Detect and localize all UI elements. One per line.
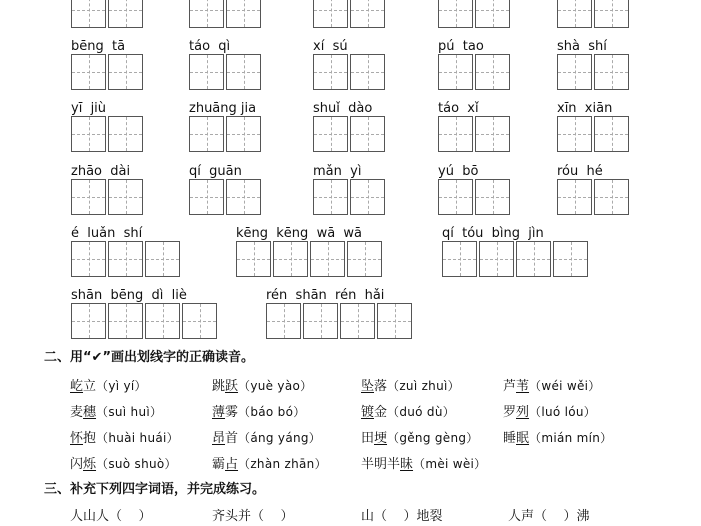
writing-box[interactable] (350, 0, 385, 28)
pinyin-label: táo xǐ (438, 101, 479, 116)
reading-options[interactable]: （zhàn zhān） (238, 457, 327, 471)
underlined-char: 昧 (400, 457, 414, 472)
plain-chars: 金 (374, 405, 388, 420)
writing-box[interactable] (553, 241, 588, 277)
word (70, 457, 96, 472)
reading-options[interactable]: （huài huái） (96, 431, 179, 445)
writing-box[interactable] (226, 179, 261, 215)
reading-options[interactable]: （yì yí） (96, 379, 147, 393)
writing-box[interactable] (71, 116, 106, 152)
word (212, 457, 238, 472)
reading-options[interactable]: （báo bó） (238, 405, 306, 419)
pronunciation-item (212, 453, 327, 472)
reading-options[interactable]: （gěng gèng） (387, 431, 479, 445)
writing-box[interactable] (350, 116, 385, 152)
pinyin-label: qí tóu bìng jìn (442, 226, 544, 241)
idiom-fill-item[interactable]: 齐头并（ ） (212, 509, 294, 524)
plain-chars: 闪 (70, 457, 84, 472)
writing-box[interactable] (273, 241, 308, 277)
pronunciation-item (70, 401, 162, 420)
plain-chars: 半明半 (361, 457, 401, 472)
writing-box[interactable] (475, 179, 510, 215)
plain-chars: 首 (225, 431, 239, 446)
pinyin-label: yī jiù (71, 101, 107, 116)
pinyin-label: pú tao (438, 39, 484, 54)
writing-box[interactable] (108, 241, 143, 277)
word (503, 379, 529, 394)
reading-options[interactable]: （suò shuò） (96, 457, 177, 471)
underlined-char: 列 (516, 405, 530, 420)
pinyin-label: yú bō (438, 164, 479, 179)
underlined-char: 镀 (361, 405, 375, 420)
pronunciation-item (70, 453, 177, 472)
reading-options[interactable]: （duó dù） (387, 405, 456, 419)
writing-box[interactable] (108, 179, 143, 215)
writing-box[interactable] (189, 54, 224, 90)
plain-chars: 立 (83, 379, 97, 394)
reading-options[interactable]: （yuè yào） (238, 379, 313, 393)
pinyin-label: shuǐ dào (313, 101, 373, 116)
writing-box[interactable] (108, 303, 143, 339)
pinyin-label: zhāo dài (71, 164, 131, 179)
writing-box[interactable] (594, 0, 629, 28)
writing-box[interactable] (313, 0, 348, 28)
word (361, 405, 387, 420)
writing-box[interactable] (71, 241, 106, 277)
word (70, 379, 96, 394)
reading-options[interactable]: （áng yáng） (238, 431, 322, 445)
writing-box[interactable] (442, 241, 477, 277)
pronunciation-item (212, 401, 306, 420)
writing-box[interactable] (236, 241, 271, 277)
writing-box[interactable] (108, 116, 143, 152)
pinyin-label: mǎn yì (313, 164, 362, 179)
writing-box[interactable] (350, 179, 385, 215)
idiom-fill-item[interactable]: 人山人（ ） (70, 509, 152, 524)
pinyin-label: rén shān rén hǎi (266, 288, 385, 303)
writing-box[interactable] (516, 241, 551, 277)
pinyin-label: bēng tā (71, 39, 126, 54)
writing-box[interactable] (347, 241, 382, 277)
plain-chars: 抱 (83, 431, 97, 446)
reading-options[interactable]: （zuì zhuì） (387, 379, 460, 393)
pinyin-label: shān bēng dì liè (71, 288, 187, 303)
reading-options[interactable]: （mèi wèi） (413, 457, 487, 471)
writing-box[interactable] (71, 54, 106, 90)
pronunciation-item (212, 427, 321, 446)
section-3-title: 三、补充下列四字词语，并完成练习。 (44, 482, 266, 497)
writing-box[interactable] (71, 179, 106, 215)
writing-box[interactable] (340, 303, 375, 339)
pinyin-label: qí guān (189, 164, 242, 179)
writing-box[interactable] (226, 116, 261, 152)
writing-box[interactable] (189, 179, 224, 215)
underlined-char: 占 (225, 457, 239, 472)
underlined-char: 坠 (361, 379, 375, 394)
pronunciation-item (361, 375, 460, 394)
pronunciation-item (212, 375, 312, 394)
writing-box[interactable] (475, 54, 510, 90)
reading-options[interactable]: （wéi wěi） (529, 379, 601, 393)
pinyin-label: kēng kēng wā wā (236, 226, 363, 241)
pinyin-label: xí sú (313, 39, 348, 54)
word (361, 379, 387, 394)
writing-box[interactable] (303, 303, 338, 339)
pronunciation-item (361, 401, 455, 420)
pronunciation-item (361, 427, 479, 446)
reading-options[interactable]: （suì huì） (96, 405, 163, 419)
writing-box[interactable] (438, 54, 473, 90)
pronunciation-item (70, 427, 179, 446)
pronunciation-item (70, 375, 147, 394)
word (503, 405, 529, 420)
underlined-char: 跃 (225, 379, 239, 394)
writing-box[interactable] (71, 303, 106, 339)
word (70, 405, 96, 420)
word (361, 457, 413, 472)
plain-chars: 麦 (70, 405, 84, 420)
writing-box[interactable] (189, 116, 224, 152)
word (212, 431, 238, 446)
reading-options[interactable]: （mián mín） (529, 431, 613, 445)
writing-box[interactable] (145, 303, 180, 339)
check-mark-icon: ✔ (91, 350, 103, 365)
writing-box[interactable] (475, 116, 510, 152)
section-2-title: 二、用“✔”画出划线字的正确读音。 (44, 350, 254, 365)
underlined-char: 埂 (374, 431, 388, 446)
pinyin-label: é luǎn shí (71, 226, 143, 241)
plain-chars: 跳 (212, 379, 226, 394)
plain-chars: 田 (361, 431, 375, 446)
word (503, 431, 529, 446)
writing-box[interactable] (313, 179, 348, 215)
writing-box[interactable] (350, 54, 385, 90)
plain-chars: 芦 (503, 379, 517, 394)
pinyin-label: zhuāng jia (189, 101, 257, 116)
word (70, 431, 96, 446)
pinyin-label: xīn xiān (557, 101, 613, 116)
writing-box[interactable] (108, 0, 143, 28)
writing-box[interactable] (438, 116, 473, 152)
word (212, 405, 238, 420)
writing-box[interactable] (71, 0, 106, 28)
writing-box[interactable] (182, 303, 217, 339)
underlined-char: 昂 (212, 431, 226, 446)
writing-box[interactable] (557, 54, 592, 90)
pinyin-label: róu hé (557, 164, 603, 179)
pinyin-label: táo qì (189, 39, 231, 54)
writing-box[interactable] (313, 54, 348, 90)
writing-box[interactable] (189, 0, 224, 28)
underlined-char: 苇 (516, 379, 530, 394)
writing-box[interactable] (310, 241, 345, 277)
word (212, 379, 238, 394)
writing-box[interactable] (226, 54, 261, 90)
pronunciation-item (503, 375, 601, 394)
pronunciation-item (503, 401, 596, 420)
pinyin-label: shà shí (557, 39, 607, 54)
underlined-char: 穗 (83, 405, 97, 420)
underlined-char: 眠 (516, 431, 530, 446)
plain-chars: 睡 (503, 431, 517, 446)
writing-box[interactable] (266, 303, 301, 339)
plain-chars: 霸 (212, 457, 226, 472)
plain-chars: 雾 (225, 405, 239, 420)
underlined-char: 烁 (83, 457, 97, 472)
writing-box[interactable] (594, 179, 629, 215)
writing-box[interactable] (557, 179, 592, 215)
writing-box[interactable] (557, 116, 592, 152)
plain-chars: 落 (374, 379, 388, 394)
writing-box[interactable] (377, 303, 412, 339)
writing-box[interactable] (108, 54, 143, 90)
writing-box[interactable] (594, 54, 629, 90)
writing-box[interactable] (557, 0, 592, 28)
writing-box[interactable] (438, 179, 473, 215)
underlined-char: 怀 (70, 431, 84, 446)
underlined-char: 屹 (70, 379, 84, 394)
writing-box[interactable] (475, 0, 510, 28)
idiom-fill-item[interactable]: 山（ ）地裂 (361, 509, 443, 524)
idiom-fill-item[interactable]: 人声（ ）沸 (508, 509, 590, 524)
pronunciation-item (361, 453, 486, 472)
writing-box[interactable] (438, 0, 473, 28)
writing-box[interactable] (226, 0, 261, 28)
underlined-char: 薄 (212, 405, 226, 420)
writing-box[interactable] (594, 116, 629, 152)
plain-chars: 罗 (503, 405, 517, 420)
writing-box[interactable] (479, 241, 514, 277)
writing-box[interactable] (145, 241, 180, 277)
writing-box[interactable] (313, 116, 348, 152)
pronunciation-item (503, 427, 612, 446)
word (361, 431, 387, 446)
reading-options[interactable]: （luó lóu） (529, 405, 597, 419)
